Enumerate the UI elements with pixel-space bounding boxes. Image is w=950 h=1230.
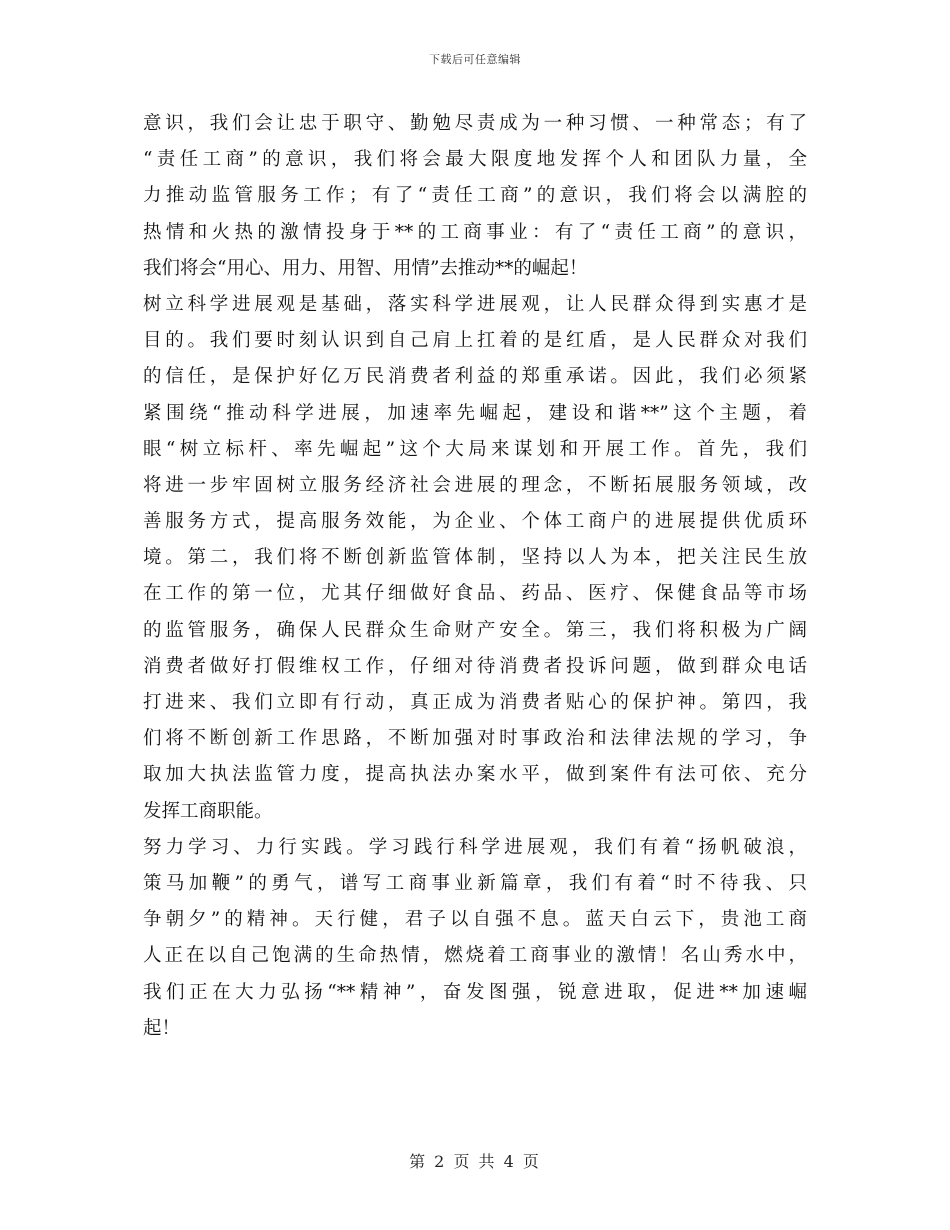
text-line: 策马加鞭”的勇气，谱写工商事业新篇章，我们有着“时不待我、只 (143, 872, 807, 894)
text-line: “责任工商”的意识，我们将会最大限度地发挥个人和团队力量，全 (143, 149, 807, 171)
text-line: 起！ (143, 1017, 181, 1039)
text-line: 力推动监管服务工作；有了“责任工商”的意识，我们将会以满腔的 (143, 185, 807, 207)
document-body (143, 106, 807, 1047)
text-line: 眼“树立标杆、率先崛起”这个大局来谋划和开展工作。首先，我们 (143, 438, 807, 460)
text-line: 我们正在大力弘扬“**精神”，奋发图强，锐意进取，促进**加速崛 (143, 981, 807, 1003)
page-number: 第 2 页 共 4 页 (409, 1152, 541, 1171)
text-line: 在工作的第一位，尤其仔细做好食品、药品、医疗、保健食品等市场 (143, 583, 807, 605)
text-line: 发挥工商职能。 (143, 800, 273, 822)
text-line: 的信任，是保护好亿万民消费者利益的郑重承诺。因此，我们必须紧 (143, 366, 807, 388)
text-line: 紧围绕“推动科学进展，加速率先崛起，建设和谐**”这个主题，着 (143, 402, 807, 424)
text-line: 善服务方式，提高服务效能，为企业、个体工商户的进展提供优质环 (143, 511, 807, 533)
text-line: 人正在以自己饱满的生命热情，燃烧着工商事业的激情！名山秀水中， (143, 945, 807, 967)
text-line: 取加大执法监管力度，提高执法办案水平，做到案件有法可依、充分 (143, 764, 807, 786)
text-line: 树立科学进展观是基础，落实科学进展观，让人民群众得到实惠才是 (143, 293, 807, 315)
text-line: 的监管服务，确保人民群众生命财产安全。第三，我们将积极为广阔 (143, 619, 807, 641)
text-line: 打进来、我们立即有行动，真正成为消费者贴心的保护神。第四，我 (143, 692, 807, 713)
text-line: 消费者做好打假维权工作，仔细对待消费者投诉问题，做到群众电话 (143, 655, 807, 677)
text-line: 争朝夕”的精神。天行健，君子以自强不息。蓝天白云下，贵池工商 (143, 909, 807, 931)
text-line: 我们将会“用心、用力、用智、用情”去推动**的崛起！ (143, 257, 588, 279)
text-line: 们将不断创新工作思路，不断加强对时事政治和法律法规的学习，争 (143, 728, 807, 750)
text-line: 努力学习、力行实践。学习践行科学进展观，我们有着“扬帆破浪， (143, 836, 807, 858)
text-line: 热情和火热的激情投身于**的工商事业：有了“责任工商”的意识， (143, 221, 807, 243)
text-line: 目的。我们要时刻认识到自己肩上扛着的是红盾，是人民群众对我们 (143, 330, 807, 352)
text-line: 将进一步牢固树立服务经济社会进展的理念，不断拓展服务领域，改 (143, 474, 807, 496)
text-line: 境。第二，我们将不断创新监管体制，坚持以人为本，把关注民生放 (143, 547, 807, 569)
text-line: 意识，我们会让忠于职守、勤勉尽责成为一种习惯、一种常态；有了 (143, 113, 807, 134)
page-header-note: 下载后可任意编辑 (429, 53, 521, 66)
